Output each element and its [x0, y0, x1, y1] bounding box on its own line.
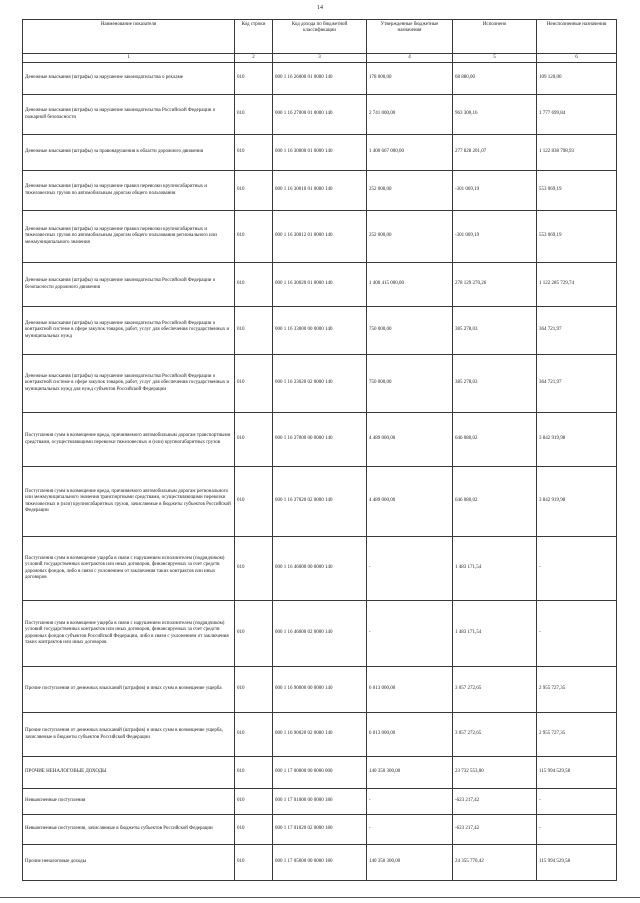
- executed-amount: 68 880,00: [453, 63, 537, 95]
- indicator-name: Невыясненные поступления, зачисляемые в бюджеты субъектов Российской Федерации: [23, 815, 235, 845]
- table-row: [23, 211, 617, 263]
- column-number-row: [23, 54, 617, 63]
- table-row: [23, 815, 617, 845]
- line-code: 010: [235, 713, 273, 757]
- table-row: [23, 667, 617, 713]
- line-code: 010: [235, 63, 273, 95]
- indicator-name: Невыясненные поступления: [23, 789, 235, 815]
- remaining-amount: -: [537, 815, 617, 845]
- executed-amount: -301 069,19: [453, 171, 537, 211]
- indicator-name: Прочие поступления от денежных взысканий (штрафов) и иных сумм в возмещение ущерба: [23, 667, 235, 713]
- remaining-amount: 364 721,97: [537, 355, 617, 413]
- remaining-amount: 109 120,00: [537, 63, 617, 95]
- indicator-name: Поступления сумм в возмещение вреда, причиняемого автомобильным дорогам регионального или межмуниципального значения транспортными средствами, осуществляющими перевозки тяжеловесных и (или) крупногабаритных грузов, зачисляемые в бюджеты субъектов Российской Федерации: [23, 467, 235, 537]
- indicator-name: Денежные взыскания (штрафы) за нарушение законодательства Российской Федерации о безопасности дорожного движения: [23, 263, 235, 307]
- remaining-amount: -: [537, 789, 617, 815]
- approved-amount: 6 013 000,00: [367, 667, 453, 713]
- indicator-name: Поступления сумм в возмещение вреда, причиняемого автомобильным дорогам транспортными средствами, осуществляющими перевозки тяжеловесных и (или) крупногабаритных грузов: [23, 413, 235, 467]
- column-number: 6: [537, 54, 617, 63]
- line-code: 010: [235, 355, 273, 413]
- column-number: 2: [235, 54, 273, 63]
- executed-amount: -623 217,42: [453, 815, 537, 845]
- line-code: 010: [235, 667, 273, 713]
- income-code: 000 1 16 33000 00 0000 140: [273, 307, 367, 355]
- table-row: [23, 713, 617, 757]
- indicator-name: Поступления сумм в возмещение ущерба в связи с нарушением исполнителем (подрядчиком) условий государственных контрактов или иных договоров, финансируемых за счет средств дорожных фондов, либо в связи с уклонением от заключения таких контрактов или иных договоров: [23, 537, 235, 601]
- remaining-amount: -: [537, 537, 617, 601]
- header-income-code: Код дохода по бюджетной классификации: [273, 20, 367, 54]
- line-code: 010: [235, 757, 273, 789]
- executed-amount: 278 129 270,26: [453, 263, 537, 307]
- indicator-name: Денежные взыскания (штрафы) за нарушение законодательства Российской Федерации о контрактной системе в сфере закупок товаров, работ, услуг для обеспечения государственных и муниципальных нужд для нужд субъектов Российской Федерации: [23, 355, 235, 413]
- executed-amount: 3 057 272,65: [453, 713, 537, 757]
- table-row: [23, 537, 617, 601]
- table-row: [23, 413, 617, 467]
- remaining-amount: 3 842 919,98: [537, 413, 617, 467]
- approved-amount: 1 400 415 000,00: [367, 263, 453, 307]
- line-code: 010: [235, 263, 273, 307]
- page-number: 14: [317, 5, 323, 11]
- remaining-amount: 1 777 699,84: [537, 95, 617, 135]
- header-line-code: Код строки: [235, 20, 273, 54]
- income-code: 000 1 17 01020 02 0000 180: [273, 815, 367, 845]
- table-row: [23, 601, 617, 667]
- line-code: 010: [235, 211, 273, 263]
- column-number: 1: [23, 54, 235, 63]
- line-code: 010: [235, 135, 273, 171]
- income-code: 000 1 16 46000 02 0000 140: [273, 601, 367, 667]
- income-code: 000 1 16 30012 01 0000 140: [273, 211, 367, 263]
- indicator-name: Денежные взыскания (штрафы) за нарушение законодательства Российской Федерации о контрактной системе в сфере закупок товаров, работ, услуг для обеспечения государственных и муниципальных нужд: [23, 307, 235, 355]
- remaining-amount: 115 994 529,58: [537, 757, 617, 789]
- executed-amount: -301 069,19: [453, 211, 537, 263]
- executed-amount: 1 483 171,54: [453, 537, 537, 601]
- executed-amount: 1 483 171,54: [453, 601, 537, 667]
- column-number: 3: [273, 54, 367, 63]
- executed-amount: 24 355 770,42: [453, 845, 537, 881]
- executed-amount: -623 217,42: [453, 789, 537, 815]
- indicator-name: Поступления сумм в возмещение ущерба в связи с нарушением исполнителем (подрядчиком) условий государственных контрактов или иных договоров, финансируемых за счет средств дорожных фондов субъектов Российской Федерации, либо в связи с уклонением от заключения таких контрактов или иных договоров: [23, 601, 235, 667]
- line-code: 010: [235, 537, 273, 601]
- table-row: [23, 467, 617, 537]
- header-name: Наименование показателя: [23, 20, 235, 54]
- remaining-amount: 1 122 838 798,93: [537, 135, 617, 171]
- approved-amount: -: [367, 789, 453, 815]
- indicator-name: ПРОЧИЕ НЕНАЛОГОВЫЕ ДОХОДЫ: [23, 757, 235, 789]
- approved-amount: 252 000,00: [367, 211, 453, 263]
- approved-amount: 750 000,00: [367, 307, 453, 355]
- executed-amount: 3 057 272,65: [453, 667, 537, 713]
- header-row: [23, 20, 617, 54]
- income-code: 000 1 16 30020 01 0000 140: [273, 263, 367, 307]
- approved-amount: 4 489 000,00: [367, 413, 453, 467]
- approved-amount: 2 741 000,00: [367, 95, 453, 135]
- remaining-amount: 2 955 727,35: [537, 667, 617, 713]
- approved-amount: 6 013 000,00: [367, 713, 453, 757]
- income-code: 000 1 16 30010 01 0000 140: [273, 171, 367, 211]
- executed-amount: 23 732 553,00: [453, 757, 537, 789]
- approved-amount: 1 400 667 000,00: [367, 135, 453, 171]
- remaining-amount: 553 069,19: [537, 211, 617, 263]
- line-code: 010: [235, 789, 273, 815]
- indicator-name: Денежные взыскания (штрафы) за нарушение законодательства о рекламе: [23, 63, 235, 95]
- line-code: 010: [235, 467, 273, 537]
- income-code: 000 1 16 90000 00 0000 140: [273, 667, 367, 713]
- indicator-name: Денежные взыскания (штрафы) за правонарушения в области дорожного движения: [23, 135, 235, 171]
- approved-amount: 178 000,00: [367, 63, 453, 95]
- income-report-table: [22, 19, 617, 881]
- indicator-name: Денежные взыскания (штрафы) за нарушение правил перевозки крупногабаритных и тяжеловесных грузов по автомобильным дорогам общего пользования регионального или межмуниципального значения: [23, 211, 235, 263]
- income-code: 000 1 16 33020 02 0000 140: [273, 355, 367, 413]
- executed-amount: 277 828 201,07: [453, 135, 537, 171]
- line-code: 010: [235, 601, 273, 667]
- table-row: [23, 171, 617, 211]
- table-row: [23, 307, 617, 355]
- income-code: 000 1 16 37020 02 0000 140: [273, 467, 367, 537]
- approved-amount: -: [367, 601, 453, 667]
- income-code: 000 1 17 01000 00 0000 180: [273, 789, 367, 815]
- header-executed: Исполнено: [453, 20, 537, 54]
- approved-amount: 750 000,00: [367, 355, 453, 413]
- line-code: 010: [235, 815, 273, 845]
- table-row: [23, 845, 617, 881]
- income-code: 000 1 17 00000 00 0000 000: [273, 757, 367, 789]
- table-row: [23, 263, 617, 307]
- approved-amount: 4 489 000,00: [367, 467, 453, 537]
- table-row: [23, 95, 617, 135]
- income-code: 000 1 16 37000 00 0000 140: [273, 413, 367, 467]
- table-row: [23, 789, 617, 815]
- table-row: [23, 757, 617, 789]
- line-code: 010: [235, 307, 273, 355]
- remaining-amount: 553 069,19: [537, 171, 617, 211]
- executed-amount: 646 080,02: [453, 467, 537, 537]
- executed-amount: 385 278,03: [453, 307, 537, 355]
- income-code: 000 1 16 27000 01 0000 140: [273, 95, 367, 135]
- line-code: 010: [235, 413, 273, 467]
- line-code: 010: [235, 845, 273, 881]
- income-code: 000 1 16 90020 02 0000 140: [273, 713, 367, 757]
- approved-amount: -: [367, 815, 453, 845]
- header-unexecuted: Неисполненные назначения: [537, 20, 617, 54]
- income-code: 000 1 16 46000 00 0000 140: [273, 537, 367, 601]
- table-row: [23, 355, 617, 413]
- indicator-name: Прочие поступления от денежных взысканий (штрафов) и иных сумм в возмещение ущерба, зачисляемые в бюджеты субъектов Российской Федерации: [23, 713, 235, 757]
- remaining-amount: 1 122 285 729,74: [537, 263, 617, 307]
- remaining-amount: -: [537, 601, 617, 667]
- approved-amount: 252 000,00: [367, 171, 453, 211]
- indicator-name: Денежные взыскания (штрафы) за нарушение законодательства Российской Федерации о пожарной безопасности: [23, 95, 235, 135]
- column-number: 5: [453, 54, 537, 63]
- executed-amount: 963 300,16: [453, 95, 537, 135]
- table-row: [23, 135, 617, 171]
- income-code: 000 1 17 05000 00 0000 180: [273, 845, 367, 881]
- line-code: 010: [235, 95, 273, 135]
- remaining-amount: 115 994 529,58: [537, 845, 617, 881]
- indicator-name: Денежные взыскания (штрафы) за нарушение правил перевозки крупногабаритных и тяжеловесных грузов по автомобильным дорогам общего пользования: [23, 171, 235, 211]
- page-bottom-divider: [0, 897, 640, 898]
- executed-amount: 385 278,03: [453, 355, 537, 413]
- executed-amount: 646 080,02: [453, 413, 537, 467]
- remaining-amount: 364 721,97: [537, 307, 617, 355]
- income-code: 000 1 16 30000 01 0000 140: [273, 135, 367, 171]
- income-code: 000 1 16 26000 01 0000 140: [273, 63, 367, 95]
- header-approved: Утвержденные бюджетные назначения: [367, 20, 453, 54]
- remaining-amount: 3 842 919,98: [537, 467, 617, 537]
- approved-amount: 140 350 300,00: [367, 845, 453, 881]
- remaining-amount: 2 955 727,35: [537, 713, 617, 757]
- approved-amount: -: [367, 537, 453, 601]
- line-code: 010: [235, 171, 273, 211]
- column-number: 4: [367, 54, 453, 63]
- indicator-name: Прочие неналоговые доходы: [23, 845, 235, 881]
- approved-amount: 140 350 300,00: [367, 757, 453, 789]
- table-row: [23, 63, 617, 95]
